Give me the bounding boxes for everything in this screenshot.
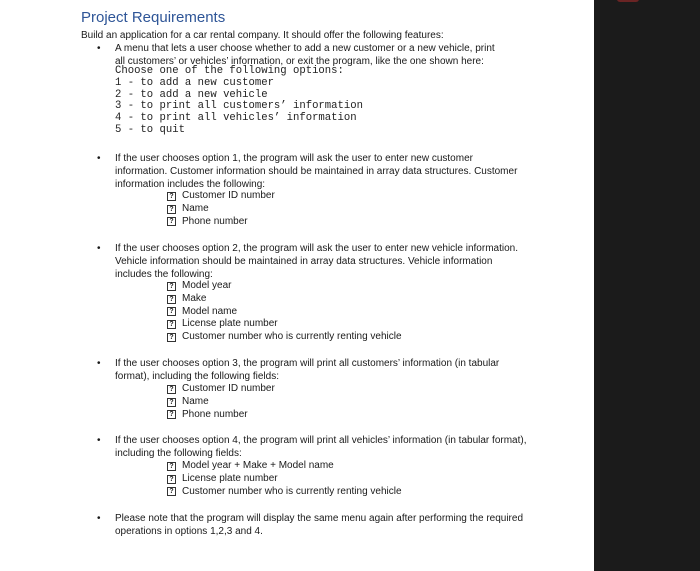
menu-code-block — [115, 66, 363, 137]
checkbox-icon: ? — [167, 295, 176, 304]
option2-fields — [167, 280, 402, 344]
checkbox-icon: ? — [167, 487, 176, 496]
checkbox-icon: ? — [167, 475, 176, 484]
list-item: ? License plate number — [167, 318, 402, 331]
bullet-point: • — [97, 43, 101, 54]
bullet-point: • — [97, 358, 101, 369]
menu-description: A menu that lets a user choose whether to add a new customer or a new vehicle, print all customers’ or vehicles’ information, or exit the program, like the one shown here: — [115, 43, 495, 67]
option3-fields — [167, 383, 275, 421]
checkbox-icon: ? — [167, 217, 176, 226]
menu-line: 2 - to add a new vehicle — [115, 88, 268, 101]
option4-description: If the user chooses option 4, the program will print all vehicles’ information (in tabular format), including the following fields: — [115, 435, 527, 459]
bullet-point: • — [97, 513, 101, 524]
checkbox-icon: ? — [167, 462, 176, 471]
list-item: ? License plate number — [167, 473, 402, 486]
checkbox-icon: ? — [167, 307, 176, 316]
option2-description: If the user chooses option 2, the program will ask the user to enter new vehicle information. Vehicle information should be maintained in array data structures. Vehicle information includes the following: — [115, 243, 518, 280]
checkbox-icon: ? — [167, 205, 176, 214]
menu-line: 4 - to print all vehicles’ information — [115, 112, 357, 125]
list-item: ? Phone number — [167, 409, 275, 422]
menu-line: Choose one of the following options: — [115, 65, 344, 77]
list-item: ? Customer ID number — [167, 190, 275, 203]
list-item: ? Name — [167, 203, 275, 216]
list-item: ? Model year — [167, 280, 402, 293]
list-item: ? Model year + Make + Model name — [167, 460, 402, 473]
checkbox-icon: ? — [167, 333, 176, 342]
checkbox-icon: ? — [167, 385, 176, 394]
corner-indicator — [617, 0, 639, 2]
list-item: ? Phone number — [167, 216, 275, 229]
closing-note: Please note that the program will display the same menu again after performing the required operations in options 1,2,3 and 4. — [115, 513, 524, 537]
list-item: ? Name — [167, 396, 275, 409]
option4-fields — [167, 460, 402, 498]
bullet-point: • — [97, 243, 101, 254]
option1-description: If the user chooses option 1, the program will ask the user to enter new customer information. Customer information should be maintained in array data structures. Customer information includes the following: — [115, 153, 518, 190]
option1-fields — [167, 190, 275, 228]
intro-text: Build an application for a car rental company. It should offer the following features: — [81, 30, 444, 41]
menu-line: 5 - to quit — [115, 123, 185, 136]
list-item: ? Customer number who is currently renting vehicle — [167, 331, 402, 344]
page-title: Project Requirements — [81, 9, 226, 26]
list-item: ? Model name — [167, 306, 402, 319]
list-item: ? Customer ID number — [167, 383, 275, 396]
checkbox-icon: ? — [167, 320, 176, 329]
list-item: ? Customer number who is currently renting vehicle — [167, 486, 402, 499]
bullet-point: • — [97, 153, 101, 164]
checkbox-icon: ? — [167, 282, 176, 291]
checkbox-icon: ? — [167, 398, 176, 407]
list-item: ? Make — [167, 293, 402, 306]
bullet-point: • — [97, 435, 101, 446]
checkbox-icon: ? — [167, 410, 176, 419]
option3-description: If the user chooses option 3, the program will print all customers’ information (in tabular format), including the following fields: — [115, 358, 500, 382]
menu-line: 1 - to add a new customer — [115, 76, 274, 89]
menu-line: 3 - to print all customers’ information — [115, 100, 363, 113]
checkbox-icon: ? — [167, 192, 176, 201]
